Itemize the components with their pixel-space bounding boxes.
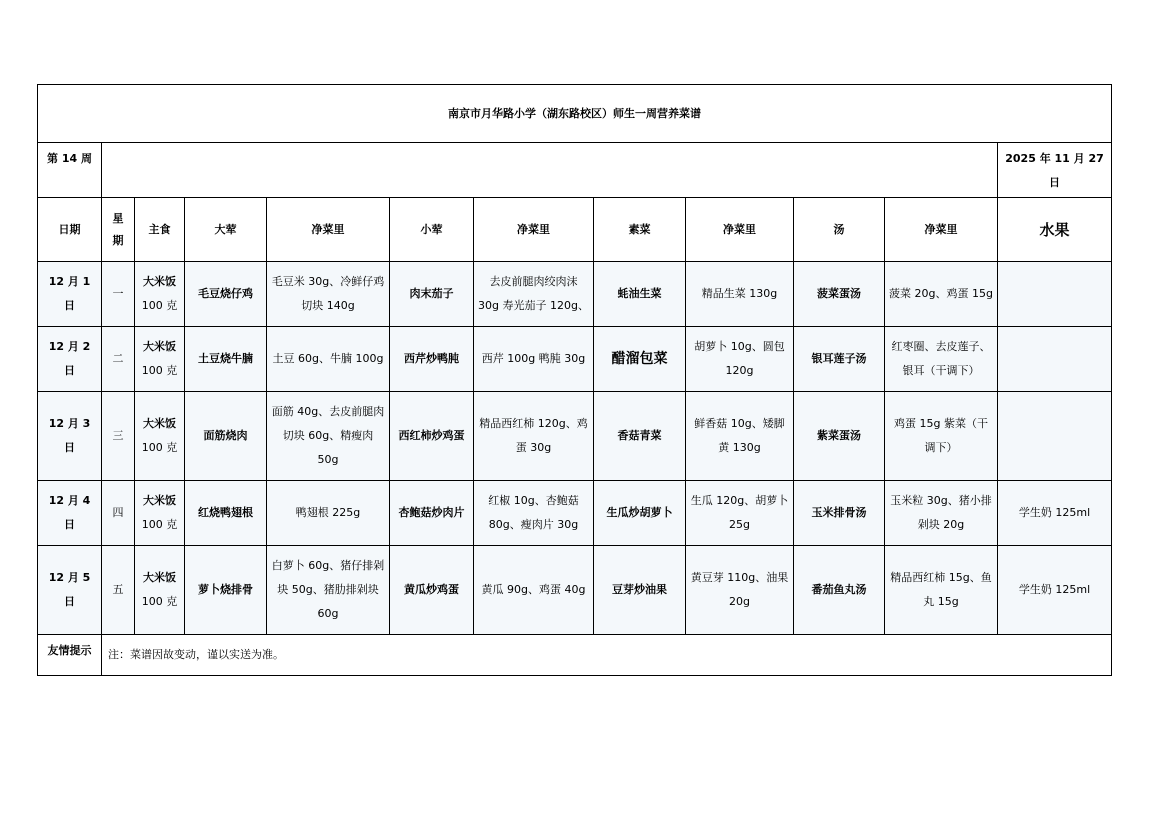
table-row [38,392,1112,481]
row-veg-net: 胡萝卜 10g、圆包 120g [686,327,794,392]
row-soup-net: 精品西红柿 15g、鱼丸 15g [885,546,998,635]
row-date-text: 12 月 4 日 [48,494,91,531]
row-staple [135,327,185,392]
staple-name: 大米饭 [143,340,176,353]
header-date: 日期 [38,198,102,262]
row-date [38,327,102,392]
row-soup-net: 红枣圈、去皮莲子、银耳（干调下） [885,327,998,392]
row-date-text: 12 月 2 日 [48,340,91,377]
row-veg-dish: 醋溜包菜 [594,327,686,392]
row-soup-net: 鸡蛋 15g 紫菜（干调下） [885,392,998,481]
footer-row [38,635,1112,676]
menu-sheet [37,84,1111,676]
row-weekday: 二 [102,327,135,392]
row-fruit: 学生奶 125ml [998,481,1112,546]
row-side-net: 红椒 10g、杏鲍菇 80g、瘦肉片 30g [474,481,594,546]
header-fruit: 水果 [998,198,1112,262]
row-weekday: 四 [102,481,135,546]
table-row [38,481,1112,546]
row-weekday: 三 [102,392,135,481]
header-soup-net: 净菜里 [885,198,998,262]
header-staple: 主食 [135,198,185,262]
header-veg-net: 净菜里 [686,198,794,262]
week-row-blank [102,143,998,198]
header-weekday-text: 星期 [112,211,124,247]
staple-name: 大米饭 [143,494,176,507]
row-date [38,546,102,635]
footer-label: 友情提示 [38,635,102,676]
header-side-net: 净菜里 [474,198,594,262]
header-soup: 汤 [794,198,885,262]
row-side-net: 去皮前腿肉绞肉沫 30g 寿光茄子 120g、 [474,262,594,327]
row-fruit [998,262,1112,327]
row-main-dish: 毛豆烧仔鸡 [185,262,267,327]
row-soup: 银耳莲子汤 [794,327,885,392]
header-main-net: 净菜里 [267,198,390,262]
row-soup: 菠菜蛋汤 [794,262,885,327]
row-side-dish: 黄瓜炒鸡蛋 [390,546,474,635]
row-side-dish: 西芹炒鸭肫 [390,327,474,392]
row-main-net: 土豆 60g、牛腩 100g [267,327,390,392]
row-side-net: 黄瓜 90g、鸡蛋 40g [474,546,594,635]
row-main-dish: 面筋烧肉 [185,392,267,481]
menu-date: 2025 年 11 月 27 日 [998,143,1112,198]
row-main-dish: 萝卜烧排骨 [185,546,267,635]
staple-amount: 100 克 [141,441,178,454]
staple-amount: 100 克 [141,595,178,608]
row-veg-net: 精品生菜 130g [686,262,794,327]
row-fruit [998,392,1112,481]
row-side-dish: 杏鲍菇炒肉片 [390,481,474,546]
row-fruit: 学生奶 125ml [998,546,1112,635]
row-soup-net: 玉米粒 30g、猪小排剁块 20g [885,481,998,546]
staple-amount: 100 克 [141,364,178,377]
row-main-dish: 土豆烧牛腩 [185,327,267,392]
row-veg-net: 生瓜 120g、胡萝卜 25g [686,481,794,546]
page-title: 南京市月华路小学（湖东路校区）师生一周营养菜谱 [38,85,1112,143]
row-staple [135,262,185,327]
row-weekday: 一 [102,262,135,327]
row-side-dish: 西红柿炒鸡蛋 [390,392,474,481]
table-row [38,262,1112,327]
row-main-dish: 红烧鸭翅根 [185,481,267,546]
row-soup: 番茄鱼丸汤 [794,546,885,635]
week-label: 第 14 周 [38,143,102,198]
row-date [38,262,102,327]
row-veg-dish: 生瓜炒胡萝卜 [594,481,686,546]
row-date-text: 12 月 1 日 [48,275,91,312]
row-soup-net: 菠菜 20g、鸡蛋 15g [885,262,998,327]
row-weekday: 五 [102,546,135,635]
row-veg-dish: 蚝油生菜 [594,262,686,327]
header-main-dish: 大荤 [185,198,267,262]
row-main-net: 鸭翅根 225g [267,481,390,546]
row-date [38,392,102,481]
row-veg-net: 黄豆芽 110g、油果 20g [686,546,794,635]
row-staple [135,546,185,635]
header-row [38,198,1112,262]
row-staple [135,481,185,546]
row-date-text: 12 月 3 日 [48,417,91,454]
header-weekday [102,198,135,262]
row-veg-net: 鲜香菇 10g、矮脚黄 130g [686,392,794,481]
staple-amount: 100 克 [141,518,178,531]
row-fruit [998,327,1112,392]
row-staple [135,392,185,481]
staple-amount: 100 克 [141,299,178,312]
staple-name: 大米饭 [143,417,176,430]
row-main-net: 毛豆米 30g、冷鲜仔鸡切块 140g [267,262,390,327]
row-soup: 玉米排骨汤 [794,481,885,546]
row-date [38,481,102,546]
staple-name: 大米饭 [143,275,176,288]
row-side-net: 西芹 100g 鸭肫 30g [474,327,594,392]
row-side-net: 精品西红柿 120g、鸡蛋 30g [474,392,594,481]
row-soup: 紫菜蛋汤 [794,392,885,481]
footer-note: 注：菜谱因故变动，谨以实送为准。 [102,635,1112,676]
row-veg-dish: 香菇青菜 [594,392,686,481]
header-side-dish: 小荤 [390,198,474,262]
table-row [38,546,1112,635]
row-side-dish: 肉末茄子 [390,262,474,327]
row-date-text: 12 月 5 日 [48,571,91,608]
header-veg-dish: 素菜 [594,198,686,262]
row-main-net: 面筋 40g、去皮前腿肉切块 60g、精瘦肉 50g [267,392,390,481]
staple-name: 大米饭 [143,571,176,584]
row-main-net: 白萝卜 60g、猪仔排剁块 50g、猪肋排剁块 60g [267,546,390,635]
weekly-menu-table [37,84,1112,676]
row-veg-dish: 豆芽炒油果 [594,546,686,635]
table-row [38,327,1112,392]
